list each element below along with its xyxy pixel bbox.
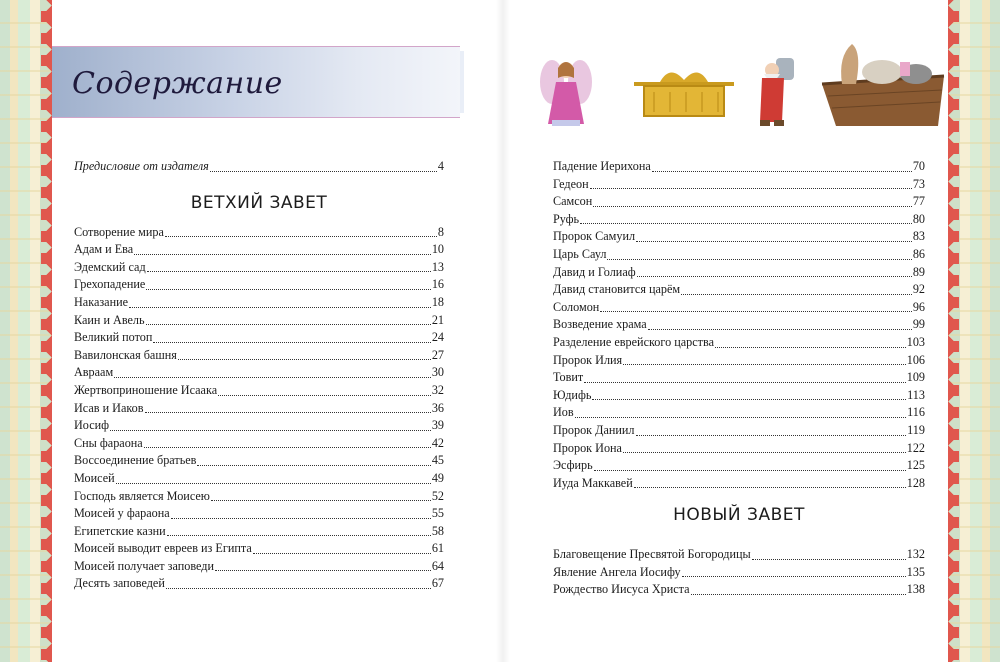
dot-leader [147, 270, 431, 272]
entry-page-number: 32 [431, 382, 444, 397]
dot-leader [153, 341, 430, 343]
dot-leader [715, 346, 906, 348]
toc-entry[interactable] [553, 564, 925, 582]
dot-leader [197, 464, 430, 466]
toc-entry[interactable] [553, 334, 925, 352]
toc-entry-preface[interactable] [74, 158, 444, 176]
dot-leader [600, 310, 911, 312]
entry-page-number: 99 [912, 317, 925, 332]
new-testament-list [553, 546, 925, 599]
toc-entry[interactable] [553, 211, 925, 229]
entry-label: Явление Ангела Иосифу [553, 564, 681, 579]
dot-leader [634, 486, 906, 488]
toc-entry[interactable] [553, 422, 925, 440]
entry-page-number: 64 [431, 558, 444, 573]
entry-label: Рождество Иисуса Христа [553, 582, 690, 597]
dot-leader [215, 569, 431, 571]
toc-entry[interactable] [553, 369, 925, 387]
toc-entry[interactable] [74, 276, 444, 294]
dot-leader [178, 358, 431, 360]
entry-page-number: 83 [912, 229, 925, 244]
entry-label: Гедеон [553, 176, 589, 191]
entry-label: Предисловие от издателя [74, 159, 209, 173]
dot-leader [593, 205, 912, 207]
toc-entry[interactable] [553, 158, 925, 176]
dot-leader [134, 253, 431, 255]
dot-leader [116, 482, 431, 484]
toc-entry[interactable] [553, 264, 925, 282]
entry-page-number: 4 [437, 159, 444, 173]
angel-illustration [538, 52, 594, 128]
toc-left-column [74, 158, 444, 593]
entry-label: Моисей выводит евреев из Египта [74, 541, 252, 556]
new-testament-heading: НОВЫЙ ЗАВЕТ [673, 505, 805, 526]
entry-page-number: 8 [437, 224, 444, 239]
toc-entry[interactable] [74, 241, 444, 259]
toc-entry[interactable] [74, 417, 444, 435]
dot-leader [167, 534, 431, 536]
toc-entry[interactable] [74, 558, 444, 576]
entry-page-number: 58 [431, 523, 444, 538]
entry-label: Иуда Маккавей [553, 475, 633, 490]
entry-page-number: 80 [912, 211, 925, 226]
old-testament-heading: ВЕТХИЙ ЗАВЕТ [190, 192, 328, 213]
toc-entry[interactable] [553, 546, 925, 564]
entry-page-number: 106 [906, 352, 925, 367]
entry-label: Моисей у фараона [74, 506, 170, 521]
entry-label: Разделение еврейского царства [553, 334, 714, 349]
dot-leader [210, 170, 437, 172]
entry-label: Пророк Илия [553, 352, 623, 367]
entry-page-number: 86 [912, 246, 925, 261]
entry-label: Пророк Даниил [553, 422, 635, 437]
entry-page-number: 67 [431, 576, 444, 591]
entry-label: Наказание [74, 294, 129, 309]
entry-page-number: 116 [907, 405, 925, 420]
entry-label: Воссоединение братьев [74, 453, 197, 468]
entry-page-number: 119 [907, 422, 925, 437]
entry-page-number: 138 [906, 582, 925, 597]
dot-leader [146, 323, 431, 325]
entry-page-number: 103 [906, 334, 925, 349]
toc-entry[interactable] [553, 581, 925, 599]
entry-label: Эдемский сад [74, 259, 146, 274]
dot-leader [590, 187, 912, 189]
dot-leader [752, 558, 906, 560]
toc-entry[interactable] [74, 364, 444, 382]
entry-page-number: 45 [431, 453, 444, 468]
entry-label: Пророк Самуил [553, 229, 636, 244]
page-title: Содержание [72, 66, 283, 101]
entry-page-number: 49 [431, 470, 444, 485]
noahs-ark-illustration [818, 34, 948, 130]
entry-label: Сны фараона [74, 435, 143, 450]
entry-label: Исав и Иаков [74, 400, 144, 415]
entry-label: Давид и Голиаф [553, 264, 636, 279]
entry-label: Руфь [553, 211, 580, 226]
entry-label: Моисей [74, 470, 115, 485]
dot-leader [584, 381, 905, 383]
toc-entry[interactable] [74, 294, 444, 312]
entry-label: Товит [553, 370, 584, 385]
entry-page-number: 10 [431, 242, 444, 257]
toc-entry[interactable] [74, 329, 444, 347]
entry-page-number: 132 [906, 547, 925, 562]
toc-entry[interactable] [553, 352, 925, 370]
entry-label: Падение Иерихона [553, 159, 651, 173]
dot-leader [114, 376, 431, 378]
entry-label: Жертвоприношение Исаака [74, 382, 218, 397]
dot-leader [166, 587, 431, 589]
dot-leader [623, 451, 906, 453]
entry-page-number: 55 [431, 506, 444, 521]
dot-leader [681, 293, 912, 295]
entry-label: Пророк Иона [553, 440, 622, 455]
entry-page-number: 61 [431, 541, 444, 556]
entry-page-number: 77 [912, 194, 925, 209]
entry-label: Возведение храма [553, 317, 647, 332]
dot-leader [129, 306, 431, 308]
entry-label: Иов [553, 405, 574, 420]
entry-page-number: 92 [912, 282, 925, 297]
dot-leader [580, 222, 912, 224]
entry-label: Адам и Ева [74, 242, 134, 257]
dot-leader [594, 469, 906, 471]
toc-entry[interactable] [553, 404, 925, 422]
entry-label: Соломон [553, 299, 600, 314]
toc-entry[interactable] [553, 228, 925, 246]
entry-label: Благовещение Пресвятой Богородицы [553, 547, 751, 562]
entry-label: Вавилонская башня [74, 347, 177, 362]
entry-label: Господь является Моисею [74, 488, 210, 503]
toc-entry[interactable] [553, 193, 925, 211]
triangle-pattern [41, 0, 52, 662]
dot-leader [636, 434, 907, 436]
toc-entry[interactable] [74, 435, 444, 453]
toc-entry[interactable] [74, 470, 444, 488]
dot-leader [211, 499, 431, 501]
toc-entry[interactable] [553, 299, 925, 317]
entry-page-number: 18 [431, 294, 444, 309]
entry-page-number: 27 [431, 347, 444, 362]
left-decorative-border [0, 0, 52, 662]
entry-page-number: 30 [431, 365, 444, 380]
toc-right-column [553, 158, 925, 599]
toc-entry[interactable] [553, 316, 925, 334]
entry-page-number: 135 [906, 564, 925, 579]
entry-page-number: 122 [906, 440, 925, 455]
entry-page-number: 42 [431, 435, 444, 450]
dot-leader [165, 235, 437, 237]
toc-entry[interactable] [74, 505, 444, 523]
toc-entry[interactable] [74, 452, 444, 470]
dot-leader [592, 398, 906, 400]
toc-entry[interactable] [74, 224, 444, 242]
dot-leader [145, 411, 431, 413]
toc-entry[interactable] [553, 387, 925, 405]
entry-label: Сотворение мира [74, 224, 164, 239]
dot-leader [146, 288, 430, 290]
entry-page-number: 125 [906, 458, 925, 473]
old-testament-list-left [74, 224, 444, 593]
toc-entry[interactable] [74, 259, 444, 277]
entry-page-number: 52 [431, 488, 444, 503]
entry-page-number: 39 [431, 418, 444, 433]
entry-label: Авраам [74, 365, 114, 380]
toc-entry[interactable] [553, 281, 925, 299]
entry-page-number: 13 [431, 259, 444, 274]
ark-of-covenant-illustration [630, 62, 738, 122]
entry-label: Самсон [553, 194, 593, 209]
entry-label: Египетские казни [74, 523, 166, 538]
entry-page-number: 16 [431, 277, 444, 292]
entry-page-number: 128 [906, 475, 925, 490]
toc-entry[interactable] [74, 382, 444, 400]
entry-page-number: 70 [912, 159, 925, 173]
toc-entry[interactable] [74, 523, 444, 541]
dot-leader [637, 275, 912, 277]
entry-page-number: 21 [431, 312, 444, 327]
entry-label: Давид становится царём [553, 282, 681, 297]
toc-entry[interactable] [553, 475, 925, 493]
toc-entry[interactable] [553, 246, 925, 264]
toc-entry[interactable] [74, 400, 444, 418]
right-decorative-border [948, 0, 1000, 662]
entry-page-number: 96 [912, 299, 925, 314]
dot-leader [144, 446, 431, 448]
toc-entry[interactable] [553, 440, 925, 458]
toc-entry[interactable] [74, 312, 444, 330]
entry-label: Великий потоп [74, 330, 153, 345]
old-testament-list-right [553, 158, 925, 492]
dot-leader [218, 394, 431, 396]
entry-page-number: 73 [912, 176, 925, 191]
toc-entry[interactable] [74, 488, 444, 506]
entry-page-number: 24 [431, 330, 444, 345]
entry-label: Каин и Авель [74, 312, 145, 327]
dot-leader [691, 593, 906, 595]
toc-entry[interactable] [553, 176, 925, 194]
dot-leader [682, 575, 906, 577]
entry-page-number: 89 [912, 264, 925, 279]
toc-entry[interactable] [74, 347, 444, 365]
dot-leader [636, 240, 912, 242]
entry-label: Царь Саул [553, 246, 607, 261]
entry-label: Юдифь [553, 387, 592, 402]
entry-page-number: 109 [906, 370, 925, 385]
toc-entry[interactable] [74, 575, 444, 593]
book-gutter [496, 0, 510, 662]
dot-leader [253, 552, 431, 554]
moses-with-tablets-illustration [752, 54, 802, 128]
entry-label: Иосиф [74, 418, 110, 433]
dot-leader [652, 170, 912, 172]
entry-label: Десять заповедей [74, 576, 165, 591]
triangle-pattern [948, 0, 959, 662]
dot-leader [575, 416, 907, 418]
dot-leader [607, 258, 911, 260]
toc-entry[interactable] [553, 457, 925, 475]
entry-page-number: 113 [907, 387, 925, 402]
dot-leader [171, 517, 431, 519]
entry-label: Грехопадение [74, 277, 146, 292]
dot-leader [110, 429, 431, 431]
dot-leader [623, 363, 906, 365]
entry-label: Эсфирь [553, 458, 593, 473]
dot-leader [648, 328, 912, 330]
toc-entry[interactable] [74, 540, 444, 558]
entry-page-number: 36 [431, 400, 444, 415]
entry-label: Моисей получает заповеди [74, 558, 214, 573]
